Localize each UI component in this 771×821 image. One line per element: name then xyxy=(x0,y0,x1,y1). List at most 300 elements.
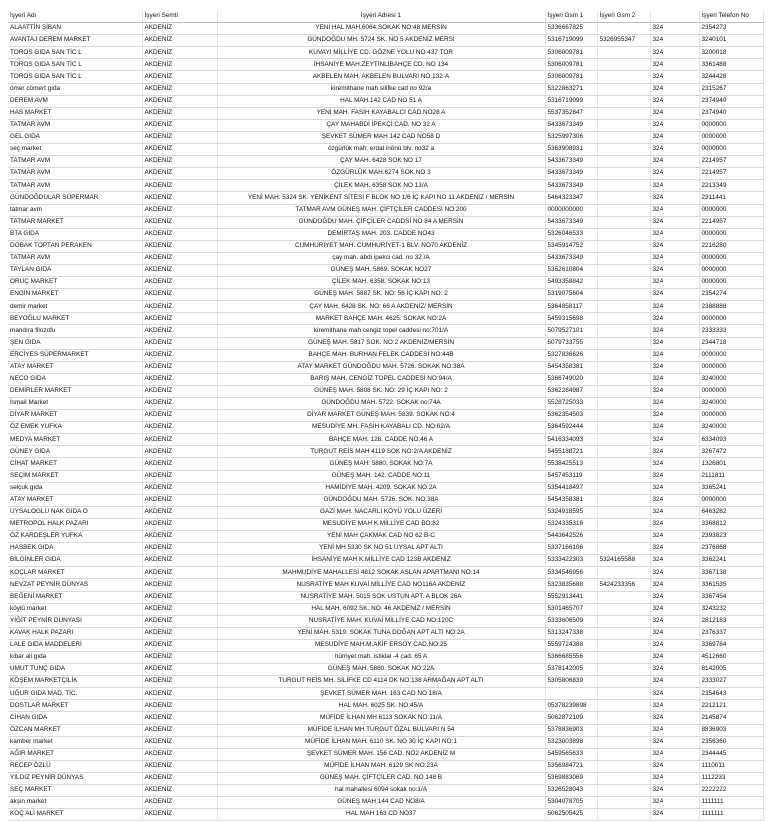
address-cell[interactable]: GÜNEŞ MAH. ÇİFTÇİLER CAD. NO 148 B xyxy=(217,772,545,784)
phone-cell[interactable]: 2388888 xyxy=(699,301,763,313)
gsm2-cell[interactable] xyxy=(597,228,650,240)
address-cell[interactable]: GÜNEŞ MAH. 5880. SOKAK NO:22A xyxy=(217,664,545,676)
phone-cell[interactable]: 2333027 xyxy=(699,676,763,688)
gsm2-cell[interactable] xyxy=(597,240,650,252)
gsm2-cell[interactable] xyxy=(597,204,650,216)
address-cell[interactable]: GÜNEŞ MAH. 5880. SOKAK NO:7A xyxy=(217,458,545,470)
district-cell[interactable]: AKDENİZ xyxy=(142,543,217,555)
area-code-cell[interactable]: 324 xyxy=(650,385,699,397)
gsm1-cell[interactable]: 5364858117 xyxy=(545,301,597,313)
gsm1-cell[interactable]: 5062505425 xyxy=(545,809,597,821)
district-cell[interactable]: AKDENİZ xyxy=(142,168,217,180)
name-cell[interactable]: GÜNEY GIDA xyxy=(8,446,142,458)
address-cell[interactable]: özgürlük mah. erdal inönü blv. no32 a xyxy=(217,144,545,156)
gsm1-cell[interactable]: 5337166106 xyxy=(545,543,597,555)
gsm1-cell[interactable]: 5333606509 xyxy=(545,615,597,627)
area-code-cell[interactable]: 324 xyxy=(650,119,699,131)
phone-cell[interactable]: 3240000 xyxy=(699,373,763,385)
district-cell[interactable]: AKDENİZ xyxy=(142,676,217,688)
address-cell[interactable]: ATAY MARKET GÜNDOĞDU MAH. 5726. SOKAK NO:38A xyxy=(217,361,545,373)
district-cell[interactable]: AKDENİZ xyxy=(142,760,217,772)
area-code-cell[interactable]: 324 xyxy=(650,470,699,482)
address-cell[interactable]: hal mahallesi 6094 sokak no:1/A xyxy=(217,785,545,797)
gsm1-cell[interactable]: 5079527101 xyxy=(545,325,597,337)
gsm1-cell[interactable]: 5336667825 xyxy=(545,23,597,35)
name-cell[interactable]: TATMAR AVM xyxy=(8,156,142,168)
area-code-cell[interactable]: 324 xyxy=(650,591,699,603)
name-cell[interactable]: KOÇ ALİ MARKET xyxy=(8,809,142,821)
gsm2-cell[interactable] xyxy=(597,531,650,543)
gsm1-cell[interactable]: 5304078705 xyxy=(545,797,597,809)
phone-cell[interactable]: 2145874 xyxy=(699,712,763,724)
phone-cell[interactable]: 2212121 xyxy=(699,700,763,712)
name-cell[interactable]: RECEP ÖZLÜ xyxy=(8,760,142,772)
phone-cell[interactable]: 3367138 xyxy=(699,567,763,579)
name-cell[interactable]: DOSTLAR MARKET xyxy=(8,700,142,712)
gsm2-cell[interactable] xyxy=(597,168,650,180)
gsm1-cell[interactable]: 5433673349 xyxy=(545,180,597,192)
area-code-cell[interactable]: 324 xyxy=(650,518,699,530)
name-cell[interactable]: kamber market xyxy=(8,736,142,748)
address-cell[interactable]: ÖZGÜRLÜK MAH.6274 SOK NO 3 xyxy=(217,168,545,180)
address-cell[interactable]: ŞEVKET SÜMER MAH. 163 CAD NO 18/A xyxy=(217,688,545,700)
name-cell[interactable]: ÖZ EMEK YUFKA xyxy=(8,422,142,434)
phone-cell[interactable]: 3367454 xyxy=(699,591,763,603)
phone-cell[interactable]: 0000000 xyxy=(699,264,763,276)
address-cell[interactable]: MÜFİDE İLHAN MH TURGUT ÖZAL BULVARI N 54 xyxy=(217,724,545,736)
phone-cell[interactable]: 6463282 xyxy=(699,506,763,518)
phone-cell[interactable]: 3361535 xyxy=(699,579,763,591)
area-code-cell[interactable]: 324 xyxy=(650,156,699,168)
area-code-cell[interactable]: 324 xyxy=(650,71,699,83)
gsm2-cell[interactable] xyxy=(597,712,650,724)
area-code-cell[interactable]: 324 xyxy=(650,204,699,216)
district-cell[interactable]: AKDENİZ xyxy=(142,337,217,349)
district-cell[interactable]: AKDENİZ xyxy=(142,688,217,700)
gsm1-cell[interactable]: 05378239898 xyxy=(545,700,597,712)
area-code-cell[interactable]: 324 xyxy=(650,373,699,385)
name-cell[interactable]: KÖŞEM MARKETÇİLİK xyxy=(8,676,142,688)
phone-cell[interactable]: 3240000 xyxy=(699,422,763,434)
name-cell[interactable]: kibar ali gıda xyxy=(8,651,142,663)
gsm1-cell[interactable]: 5326528043 xyxy=(545,785,597,797)
gsm1-cell[interactable]: 5454358381 xyxy=(545,361,597,373)
area-code-cell[interactable]: 324 xyxy=(650,180,699,192)
area-code-cell[interactable]: 324 xyxy=(650,664,699,676)
phone-cell[interactable]: 2344445 xyxy=(699,748,763,760)
area-code-cell[interactable]: 324 xyxy=(650,797,699,809)
area-code-cell[interactable]: 324 xyxy=(650,809,699,821)
district-cell[interactable]: AKDENİZ xyxy=(142,603,217,615)
name-cell[interactable]: KOÇLAR MARKET xyxy=(8,567,142,579)
gsm2-cell[interactable] xyxy=(597,192,650,204)
area-code-cell[interactable]: 324 xyxy=(650,47,699,59)
district-cell[interactable]: AKDENİZ xyxy=(142,264,217,276)
district-cell[interactable]: AKDENİZ xyxy=(142,627,217,639)
name-cell[interactable]: DEREM AVM xyxy=(8,95,142,107)
address-cell[interactable]: DEMİRTAŞ MAH. 203. CADDE NO43 xyxy=(217,228,545,240)
address-cell[interactable]: KUVAYI MİLLİYE CD. GÖZNE YOLU NO 437 TOR xyxy=(217,47,545,59)
phone-cell[interactable]: 2214957 xyxy=(699,216,763,228)
district-cell[interactable]: AKDENİZ xyxy=(142,252,217,264)
gsm2-cell[interactable] xyxy=(597,603,650,615)
phone-cell[interactable]: 3244428 xyxy=(699,71,763,83)
gsm2-cell[interactable] xyxy=(597,688,650,700)
phone-cell[interactable]: 2376337 xyxy=(699,627,763,639)
name-cell[interactable]: UMUT TUNÇ GIDA xyxy=(8,664,142,676)
area-code-cell[interactable]: 324 xyxy=(650,458,699,470)
gsm2-cell[interactable] xyxy=(597,639,650,651)
gsm1-cell[interactable]: 5306009781 xyxy=(545,47,597,59)
district-cell[interactable]: AKDENİZ xyxy=(142,470,217,482)
phone-cell[interactable]: 2344718 xyxy=(699,337,763,349)
gsm1-cell[interactable]: 5459565633 xyxy=(545,748,597,760)
area-code-cell[interactable]: 324 xyxy=(650,446,699,458)
name-cell[interactable]: HAS MARKET xyxy=(8,107,142,119)
area-code-cell[interactable]: 324 xyxy=(650,615,699,627)
address-cell[interactable]: MARKET BAHÇE MAH. 4625. SOKAK NO:2A xyxy=(217,313,545,325)
gsm2-cell[interactable] xyxy=(597,676,650,688)
name-cell[interactable]: TATMAR AVM xyxy=(8,180,142,192)
district-cell[interactable]: AKDENİZ xyxy=(142,506,217,518)
phone-cell[interactable]: 6334093 xyxy=(699,434,763,446)
name-cell[interactable]: NECO GIDA xyxy=(8,373,142,385)
address-cell[interactable]: BARIŞ MAH. CENGİZ TOPEL CADDESİ NO:94/A xyxy=(217,373,545,385)
area-code-cell[interactable]: 324 xyxy=(650,252,699,264)
gsm1-cell[interactable]: 5345914752 xyxy=(545,240,597,252)
phone-cell[interactable]: 3369784 xyxy=(699,639,763,651)
address-cell[interactable]: GÜNEŞ MAH. 5817 SOK. NO:2 AKDENİZ/MERSİN xyxy=(217,337,545,349)
phone-cell[interactable]: 4512660 xyxy=(699,651,763,663)
district-cell[interactable]: AKDENİZ xyxy=(142,373,217,385)
name-cell[interactable]: BEĞENİ MARKET xyxy=(8,591,142,603)
gsm1-cell[interactable]: 5352610804 xyxy=(545,264,597,276)
phone-cell[interactable]: 2393823 xyxy=(699,531,763,543)
address-cell[interactable]: HAL MAH. 6092 SK. NO: 46 AKDENİZ / MERSİN xyxy=(217,603,545,615)
phone-cell[interactable]: 2216280 xyxy=(699,240,763,252)
district-cell[interactable]: AKDENİZ xyxy=(142,131,217,143)
name-cell[interactable]: TOROS GIDA SAN TİC L xyxy=(8,71,142,83)
gsm2-cell[interactable] xyxy=(597,313,650,325)
address-cell[interactable]: GAZİ MAH. NACARLI KÖYÜ YOLU ÜZERİ xyxy=(217,506,545,518)
gsm1-cell[interactable]: 5323835688 xyxy=(545,579,597,591)
phone-cell[interactable]: 3362241 xyxy=(699,555,763,567)
phone-cell[interactable]: 0000000 xyxy=(699,119,763,131)
area-code-cell[interactable]: 324 xyxy=(650,144,699,156)
area-code-cell[interactable]: 324 xyxy=(650,676,699,688)
address-cell[interactable]: TURGUT REİS MAH 4119 SOK NO:2/A AKDENİZ xyxy=(217,446,545,458)
name-cell[interactable]: GEL GIDA xyxy=(8,131,142,143)
phone-cell[interactable]: 3368812 xyxy=(699,518,763,530)
area-code-cell[interactable]: 324 xyxy=(650,724,699,736)
address-cell[interactable]: ÇAY MAH. 6428 SOK NO 17 xyxy=(217,156,545,168)
area-code-cell[interactable]: 324 xyxy=(650,531,699,543)
gsm2-cell[interactable] xyxy=(597,422,650,434)
name-cell[interactable]: BEYOĞLU MARKET xyxy=(8,313,142,325)
area-code-cell[interactable]: 324 xyxy=(650,627,699,639)
gsm2-cell[interactable] xyxy=(597,180,650,192)
gsm1-cell[interactable]: 5366749020 xyxy=(545,373,597,385)
gsm1-cell[interactable]: 5433673349 xyxy=(545,156,597,168)
name-cell[interactable]: DOBAK TOPTAN PERAKEN xyxy=(8,240,142,252)
name-cell[interactable]: NEVZAT PEYNİR DÜNYAS xyxy=(8,579,142,591)
district-cell[interactable]: AKDENİZ xyxy=(142,361,217,373)
gsm1-cell[interactable]: 5559724388 xyxy=(545,639,597,651)
district-cell[interactable]: AKDENİZ xyxy=(142,156,217,168)
address-cell[interactable]: NUSRATİYE MAH. 5015 SOK USTUN APT. A BLOK 26A xyxy=(217,591,545,603)
header-cell-area-code[interactable] xyxy=(650,11,699,23)
gsm2-cell[interactable] xyxy=(597,361,650,373)
district-cell[interactable]: AKDENİZ xyxy=(142,591,217,603)
district-cell[interactable]: AKDENİZ xyxy=(142,458,217,470)
phone-cell[interactable]: 2111811 xyxy=(699,470,763,482)
district-cell[interactable]: AKDENİZ xyxy=(142,700,217,712)
gsm2-cell[interactable] xyxy=(597,470,650,482)
district-cell[interactable]: AKDENİZ xyxy=(142,71,217,83)
gsm2-cell[interactable] xyxy=(597,156,650,168)
gsm2-cell[interactable] xyxy=(597,71,650,83)
district-cell[interactable]: AKDENİZ xyxy=(142,579,217,591)
area-code-cell[interactable]: 324 xyxy=(650,240,699,252)
address-cell[interactable]: TATMAR AVM GÜNEŞ MAH. ÇİFTÇİLER CADDESİ NO:200 xyxy=(217,204,545,216)
name-cell[interactable]: SEÇİM MARKET xyxy=(8,470,142,482)
area-code-cell[interactable]: 324 xyxy=(650,422,699,434)
name-cell[interactable]: ORUÇ MARKET xyxy=(8,277,142,289)
gsm2-cell[interactable] xyxy=(597,131,650,143)
phone-cell[interactable]: 2214957 xyxy=(699,156,763,168)
header-cell-isyeri-telefon[interactable]: İşyeri Telefon No xyxy=(699,11,763,23)
name-cell[interactable]: SEÇ MARKET xyxy=(8,785,142,797)
gsm1-cell[interactable]: 5319075604 xyxy=(545,289,597,301)
gsm2-cell[interactable] xyxy=(597,434,650,446)
name-cell[interactable]: TOROS GIDA SAN TİC L xyxy=(8,47,142,59)
gsm2-cell[interactable] xyxy=(597,760,650,772)
gsm2-cell[interactable] xyxy=(597,95,650,107)
gsm2-cell[interactable] xyxy=(597,398,650,410)
gsm2-cell[interactable] xyxy=(597,458,650,470)
gsm1-cell[interactable]: 5369883069 xyxy=(545,772,597,784)
name-cell[interactable]: MEDYA MARKET xyxy=(8,434,142,446)
address-cell[interactable]: BAHÇE MAH. BURHAN FELEK CADDESİ NO:44B xyxy=(217,349,545,361)
address-cell[interactable]: GÜNDOĞDU MH. 5724 SK. NO 5 AKDENİZ MERSİ xyxy=(217,35,545,47)
address-cell[interactable]: TURGUT REİS MH. SİLİFKE CD 4114 DK NO:138 ARMAĞAN APT ALTI xyxy=(217,676,545,688)
area-code-cell[interactable]: 324 xyxy=(650,712,699,724)
address-cell[interactable]: GÜNEŞ MAH. 5869. SOKAK NO27 xyxy=(217,264,545,276)
gsm2-cell[interactable] xyxy=(597,349,650,361)
gsm2-cell[interactable] xyxy=(597,494,650,506)
address-cell[interactable]: İHSANİYE MAH.ZEYTİNLİBAHÇE CD. NO 134 xyxy=(217,59,545,71)
area-code-cell[interactable]: 324 xyxy=(650,579,699,591)
address-cell[interactable]: YENİ MAH. FASİH KAYABALCI CAD.NO28 A xyxy=(217,107,545,119)
gsm2-cell[interactable] xyxy=(597,385,650,397)
gsm1-cell[interactable]: 5362284987 xyxy=(545,385,597,397)
name-cell[interactable]: ÖZCAN MARKET xyxy=(8,724,142,736)
gsm2-cell[interactable] xyxy=(597,144,650,156)
district-cell[interactable]: AKDENİZ xyxy=(142,301,217,313)
area-code-cell[interactable]: 324 xyxy=(650,168,699,180)
gsm1-cell[interactable]: 5455188721 xyxy=(545,446,597,458)
gsm2-cell[interactable] xyxy=(597,47,650,59)
district-cell[interactable]: AKDENİZ xyxy=(142,59,217,71)
gsm1-cell[interactable]: 5457453119 xyxy=(545,470,597,482)
name-cell[interactable]: demir market xyxy=(8,301,142,313)
gsm1-cell[interactable]: 5301465707 xyxy=(545,603,597,615)
area-code-cell[interactable]: 324 xyxy=(650,83,699,95)
area-code-cell[interactable]: 324 xyxy=(650,494,699,506)
address-cell[interactable]: HAL MAH. 6025 SK. NO:45/A xyxy=(217,700,545,712)
name-cell[interactable]: TATMAR AVM xyxy=(8,252,142,264)
name-cell[interactable]: ŞEN GIDA xyxy=(8,337,142,349)
gsm1-cell[interactable]: 5305806839 xyxy=(545,676,597,688)
gsm1-cell[interactable]: 5324335316 xyxy=(545,518,597,530)
phone-cell[interactable]: 2222222 xyxy=(699,785,763,797)
header-cell-isyeri-gsm-1[interactable]: İşyeri Gsm 1 xyxy=(545,11,597,23)
address-cell[interactable]: ŞEVKET SÜMER MAH 142 CAD NO58 D xyxy=(217,131,545,143)
district-cell[interactable]: AKDENİZ xyxy=(142,83,217,95)
gsm1-cell[interactable]: 5459315698 xyxy=(545,313,597,325)
address-cell[interactable]: MÜFİDE İLHAN MAH. 6110 SK. NO 30 İÇ KAPI NO:1 xyxy=(217,736,545,748)
address-cell[interactable]: MAHMUDİYE MAHALLESİ 4812 SOKAK ASLAN APARTMANI NO:14 xyxy=(217,567,545,579)
district-cell[interactable]: AKDENİZ xyxy=(142,482,217,494)
gsm2-cell[interactable] xyxy=(597,748,650,760)
gsm1-cell[interactable]: 5433673349 xyxy=(545,168,597,180)
phone-cell[interactable]: 1110011 xyxy=(699,760,763,772)
name-cell[interactable]: TATMAR AVM xyxy=(8,168,142,180)
gsm1-cell[interactable]: 5464323347 xyxy=(545,192,597,204)
address-cell[interactable]: GÜNEŞ MAH. 142. CADDE NO:11 xyxy=(217,470,545,482)
district-cell[interactable]: AKDENİZ xyxy=(142,518,217,530)
address-cell[interactable]: MÜFİDE İLHAN MAH. 6129 SK NO:23A xyxy=(217,760,545,772)
phone-cell[interactable]: 2356360 xyxy=(699,736,763,748)
gsm2-cell[interactable] xyxy=(597,216,650,228)
gsm1-cell[interactable]: 5306009781 xyxy=(545,71,597,83)
address-cell[interactable]: NUSRATİYE MAH KUVAİ MİLLİYE CAD NO116A AKDENİZ xyxy=(217,579,545,591)
name-cell[interactable]: METROPOL HALK PAZARI xyxy=(8,518,142,530)
district-cell[interactable]: AKDENİZ xyxy=(142,289,217,301)
name-cell[interactable]: TATMAR AVM xyxy=(8,119,142,131)
gsm2-cell[interactable] xyxy=(597,664,650,676)
address-cell[interactable]: GÜNDOĞDU MAH. ÇİFÇİLER CADDSİ NO 84 A MERSİN xyxy=(217,216,545,228)
name-cell[interactable]: ALAATTİN ŞİBAN xyxy=(8,23,142,35)
gsm1-cell[interactable]: 5327836626 xyxy=(545,349,597,361)
address-cell[interactable]: MESUDİYE MH. FASİH KAYABALI CD. NO:62/A xyxy=(217,422,545,434)
name-cell[interactable]: ENGİN MARKET xyxy=(8,289,142,301)
address-cell[interactable]: hürriyet mah. istiklal -4 cad. 65 A xyxy=(217,651,545,663)
gsm1-cell[interactable]: 5316719099 xyxy=(545,35,597,47)
district-cell[interactable]: AKDENİZ xyxy=(142,615,217,627)
area-code-cell[interactable]: 324 xyxy=(650,192,699,204)
phone-cell[interactable]: 0000000 xyxy=(699,313,763,325)
address-cell[interactable]: HAL MAH 163 CD NO37 xyxy=(217,809,545,821)
district-cell[interactable]: AKDENİZ xyxy=(142,494,217,506)
phone-cell[interactable]: 0000000 xyxy=(699,494,763,506)
gsm1-cell[interactable]: 5333422303 xyxy=(545,555,597,567)
gsm2-cell[interactable] xyxy=(597,772,650,784)
district-cell[interactable]: AKDENİZ xyxy=(142,23,217,35)
area-code-cell[interactable]: 324 xyxy=(650,603,699,615)
gsm2-cell[interactable] xyxy=(597,736,650,748)
district-cell[interactable]: AKDENİZ xyxy=(142,422,217,434)
area-code-cell[interactable]: 324 xyxy=(650,228,699,240)
phone-cell[interactable]: 0000000 xyxy=(699,228,763,240)
district-cell[interactable]: AKDENİZ xyxy=(142,434,217,446)
phone-cell[interactable]: 3361488 xyxy=(699,59,763,71)
district-cell[interactable]: AKDENİZ xyxy=(142,724,217,736)
gsm2-cell[interactable] xyxy=(597,446,650,458)
gsm1-cell[interactable]: 5538425513 xyxy=(545,458,597,470)
gsm1-cell[interactable]: 5326046533 xyxy=(545,228,597,240)
address-cell[interactable]: DİYAR MARKET GÜNEŞ MAH. 5839. SOKAK NO:4 xyxy=(217,410,545,422)
gsm2-cell[interactable] xyxy=(597,325,650,337)
area-code-cell[interactable]: 324 xyxy=(650,23,699,35)
phone-cell[interactable]: 3267472 xyxy=(699,446,763,458)
gsm1-cell[interactable]: 5323003898 xyxy=(545,736,597,748)
address-cell[interactable]: BAHÇE MAH. 128. CADDE NO:46 A xyxy=(217,434,545,446)
district-cell[interactable]: AKDENİZ xyxy=(142,809,217,821)
gsm2-cell[interactable] xyxy=(597,700,650,712)
district-cell[interactable]: AKDENİZ xyxy=(142,35,217,47)
district-cell[interactable]: AKDENİZ xyxy=(142,325,217,337)
phone-cell[interactable]: 2354274 xyxy=(699,289,763,301)
district-cell[interactable]: AKDENİZ xyxy=(142,797,217,809)
gsm2-cell[interactable] xyxy=(597,518,650,530)
gsm1-cell[interactable]: 5493358842 xyxy=(545,277,597,289)
name-cell[interactable]: BİLGİNLER GIDA xyxy=(8,555,142,567)
district-cell[interactable]: AKDENİZ xyxy=(142,240,217,252)
area-code-cell[interactable]: 324 xyxy=(650,506,699,518)
header-cell-isyeri-gsm-2[interactable]: İşyeri Gsm 2 xyxy=(597,11,650,23)
area-code-cell[interactable]: 324 xyxy=(650,748,699,760)
name-cell[interactable]: HASBEK GIDA xyxy=(8,543,142,555)
gsm2-cell[interactable] xyxy=(597,301,650,313)
gsm2-cell[interactable] xyxy=(597,482,650,494)
gsm2-cell[interactable]: 5324165588 xyxy=(597,555,650,567)
district-cell[interactable]: AKDENİZ xyxy=(142,119,217,131)
area-code-cell[interactable]: 324 xyxy=(650,688,699,700)
phone-cell[interactable]: 2374940 xyxy=(699,95,763,107)
phone-cell[interactable]: 2214957 xyxy=(699,168,763,180)
phone-cell[interactable]: 2354643 xyxy=(699,688,763,700)
area-code-cell[interactable]: 324 xyxy=(650,216,699,228)
gsm1-cell[interactable]: 5356984721 xyxy=(545,760,597,772)
area-code-cell[interactable]: 324 xyxy=(650,349,699,361)
phone-cell[interactable]: 1326801 xyxy=(699,458,763,470)
gsm2-cell[interactable] xyxy=(597,107,650,119)
gsm1-cell[interactable]: 0000000000 xyxy=(545,204,597,216)
gsm1-cell[interactable]: 5324918595 xyxy=(545,506,597,518)
name-cell[interactable]: BTA GIDA xyxy=(8,228,142,240)
address-cell[interactable]: YENİ MH 5330 SK NO 51 UYSAL APT ALTI xyxy=(217,543,545,555)
name-cell[interactable]: TOROS GIDA SAN TİC L xyxy=(8,59,142,71)
name-cell[interactable]: İsmail Market xyxy=(8,398,142,410)
district-cell[interactable]: AKDENİZ xyxy=(142,204,217,216)
district-cell[interactable]: AKDENİZ xyxy=(142,555,217,567)
gsm1-cell[interactable]: 5334546956 xyxy=(545,567,597,579)
district-cell[interactable]: AKDENİZ xyxy=(142,736,217,748)
district-cell[interactable]: AKDENİZ xyxy=(142,772,217,784)
gsm2-cell[interactable] xyxy=(597,119,650,131)
address-cell[interactable]: çay mah. abdi ipekci cad. no 32 /A xyxy=(217,252,545,264)
phone-cell[interactable]: 2213349 xyxy=(699,180,763,192)
phone-cell[interactable]: 0000000 xyxy=(699,277,763,289)
name-cell[interactable]: CİHAT MARKET xyxy=(8,458,142,470)
gsm1-cell[interactable]: 5079733755 xyxy=(545,337,597,349)
gsm1-cell[interactable]: 5313247338 xyxy=(545,627,597,639)
gsm1-cell[interactable]: 5354418497 xyxy=(545,482,597,494)
gsm1-cell[interactable]: 5443642526 xyxy=(545,531,597,543)
gsm2-cell[interactable] xyxy=(597,23,650,35)
district-cell[interactable]: AKDENİZ xyxy=(142,313,217,325)
